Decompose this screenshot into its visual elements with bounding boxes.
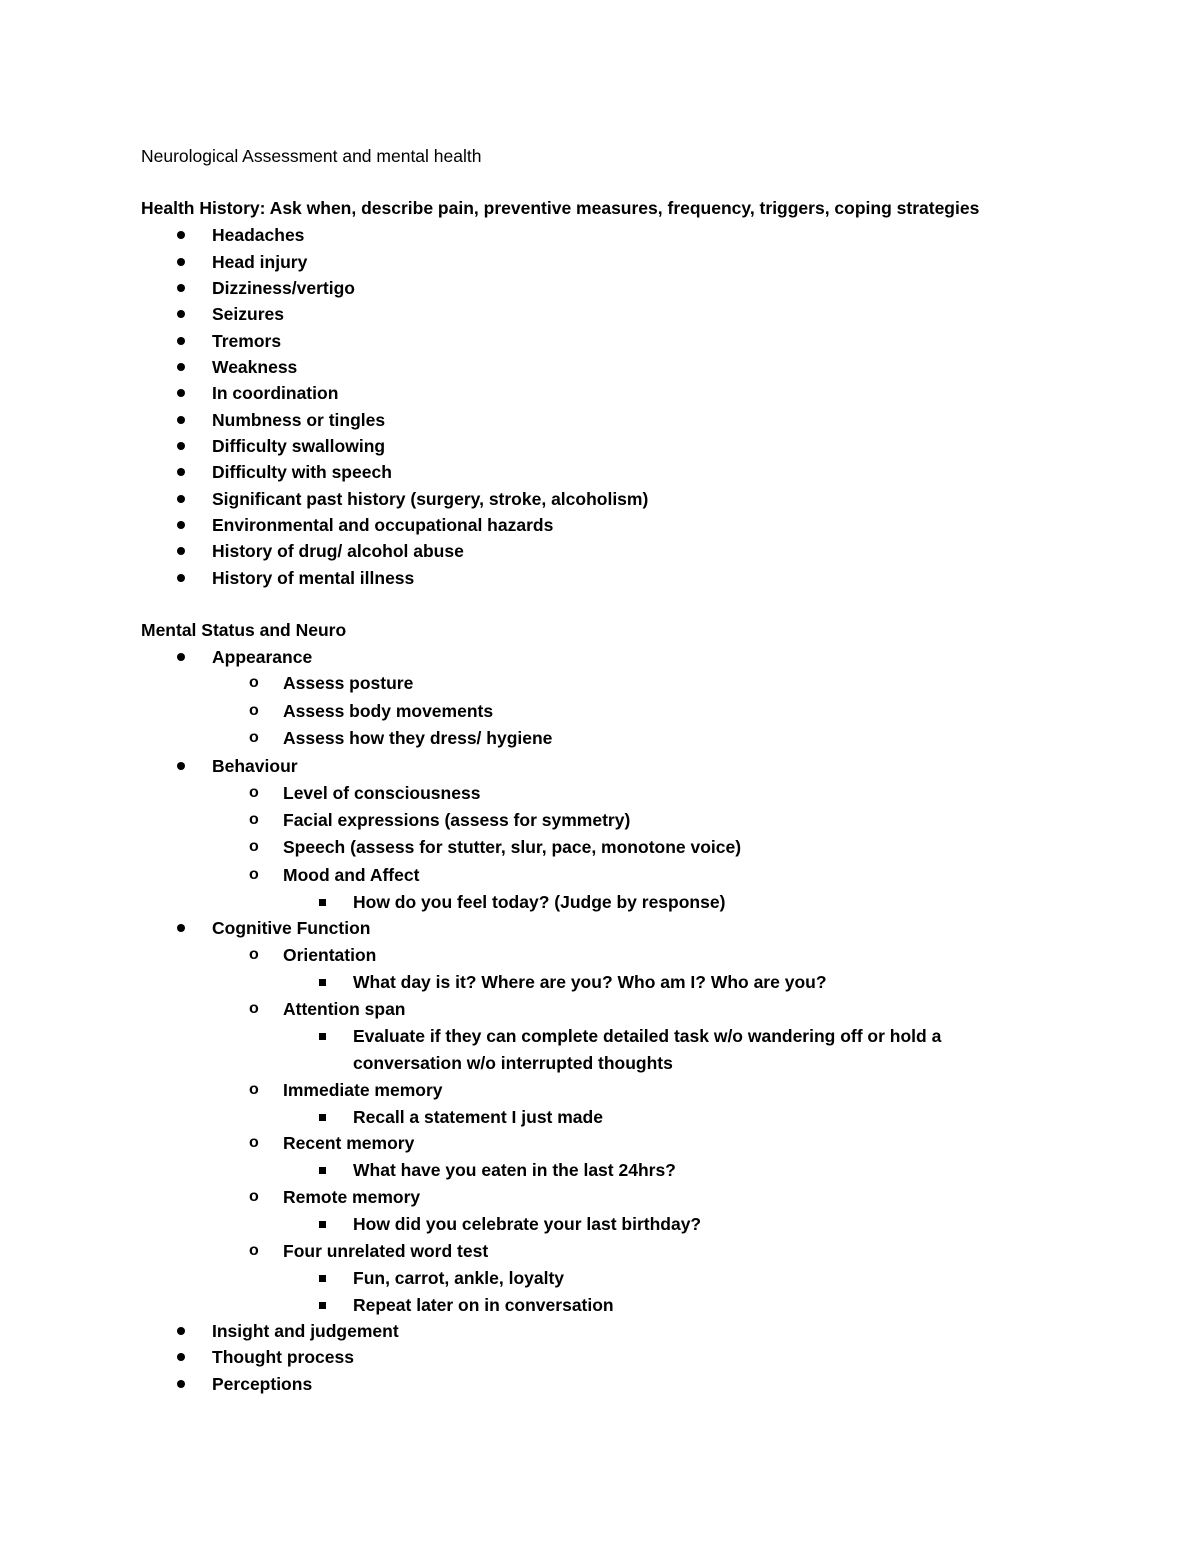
list-item: Dizziness/vertigo (212, 278, 355, 298)
sub-list-item: Attention span (283, 999, 406, 1019)
list-item-behaviour: Behaviour (212, 756, 298, 776)
sub-list-item: Speech (assess for stutter, slur, pace, monotone voice) (283, 837, 742, 857)
sub-sub-list-item: Repeat later on in conversation (353, 1295, 614, 1315)
sub-sub-list-item: What have you eaten in the last 24hrs? (353, 1160, 676, 1180)
list-item: Perceptions (212, 1374, 313, 1394)
document-page: Neurological Assessment and mental health Health History: Ask when, describe pain, preventive measures, frequency, triggers, coping strategies Headaches Head injury Dizziness/vertigo Seizures Tremors Weakness In coordination Numbness or tingles Difficulty swallowing Difficulty with speech Significant past history (surgery, stroke, alcoholism) Environmental and occupational hazards History of drug/ alcohol abuse History of mental illness Mental Status and Neuro Appearance o Assess posture o Assess body movements o Assess how they dress/ hygiene Behaviour o Level of consciousness o Facial expressions (assess for symmetry) o Speech (assess for stutter, slur, pace, monotone voice) o Mood and Affect How do you feel today? (Judge by response) Cognitive Function o Orientation What day is it? Where are you? Who am I? Who are you? o Attention span Evaluate if they can complete detailed task w/o wandering off or hold a conversation w/o interrupted thoughts o Immediate memory Recall a statement I just made o Recent memory What have you eaten in the last 24hrs? o Remote memory How did you celebrate your last birthday? o Four unrelated word test Fun, carrot, ankle, loyalty Repeat later on in conversation Insight and judgement Thought process Perceptions (141, 146, 980, 1394)
sub-sub-list-item: How did you celebrate your last birthday? (353, 1214, 702, 1234)
sub-sub-list-item: What day is it? Where are you? Who am I? Who are you? (353, 972, 827, 992)
sub-sub-list-item: Recall a statement I just made (353, 1107, 603, 1127)
sub-list-item: Recent memory (283, 1133, 415, 1153)
sub-sub-list-item-continuation: conversation w/o interrupted thoughts (353, 1053, 673, 1073)
list-item: Difficulty swallowing (212, 436, 386, 456)
sub-list-item: Orientation (283, 945, 377, 965)
sub-list-item: Remote memory (283, 1187, 421, 1207)
health-history-heading: Health History: Ask when, describe pain, preventive measures, frequency, triggers, coping strategies (141, 198, 980, 218)
list-item: Seizures (212, 304, 284, 324)
list-item: Thought process (212, 1347, 354, 1367)
list-item: Head injury (212, 252, 308, 272)
sub-list-item: Facial expressions (assess for symmetry) (283, 810, 631, 830)
sub-sub-list-item: Fun, carrot, ankle, loyalty (353, 1268, 565, 1288)
sub-list-item: Assess body movements (283, 701, 494, 721)
sub-sub-list-item: Evaluate if they can complete detailed task w/o wandering off or hold a (353, 1026, 942, 1046)
mental-status-heading: Mental Status and Neuro (141, 620, 347, 640)
list-item: History of drug/ alcohol abuse (212, 541, 464, 561)
list-item-cognitive-function: Cognitive Function (212, 918, 371, 938)
list-item: Environmental and occupational hazards (212, 515, 554, 535)
sub-list-item: Mood and Affect (283, 865, 420, 885)
list-item: Headaches (212, 225, 305, 245)
list-item: In coordination (212, 383, 339, 403)
list-item: Numbness or tingles (212, 410, 386, 430)
sub-list-item: Assess how they dress/ hygiene (283, 728, 553, 748)
sub-list-item: Level of consciousness (283, 783, 481, 803)
sub-sub-list-item: How do you feel today? (Judge by response) (353, 892, 726, 912)
list-item: History of mental illness (212, 568, 415, 588)
sub-list-item: Assess posture (283, 673, 414, 693)
list-item: Insight and judgement (212, 1321, 399, 1341)
list-item: Significant past history (surgery, stroke, alcoholism) (212, 489, 649, 509)
sub-list-item: Four unrelated word test (283, 1241, 489, 1261)
list-item: Weakness (212, 357, 298, 377)
list-item: Difficulty with speech (212, 462, 392, 482)
document-title: Neurological Assessment and mental health (141, 146, 482, 166)
list-item-appearance: Appearance (212, 647, 313, 667)
list-item: Tremors (212, 331, 282, 351)
sub-list-item: Immediate memory (283, 1080, 443, 1100)
